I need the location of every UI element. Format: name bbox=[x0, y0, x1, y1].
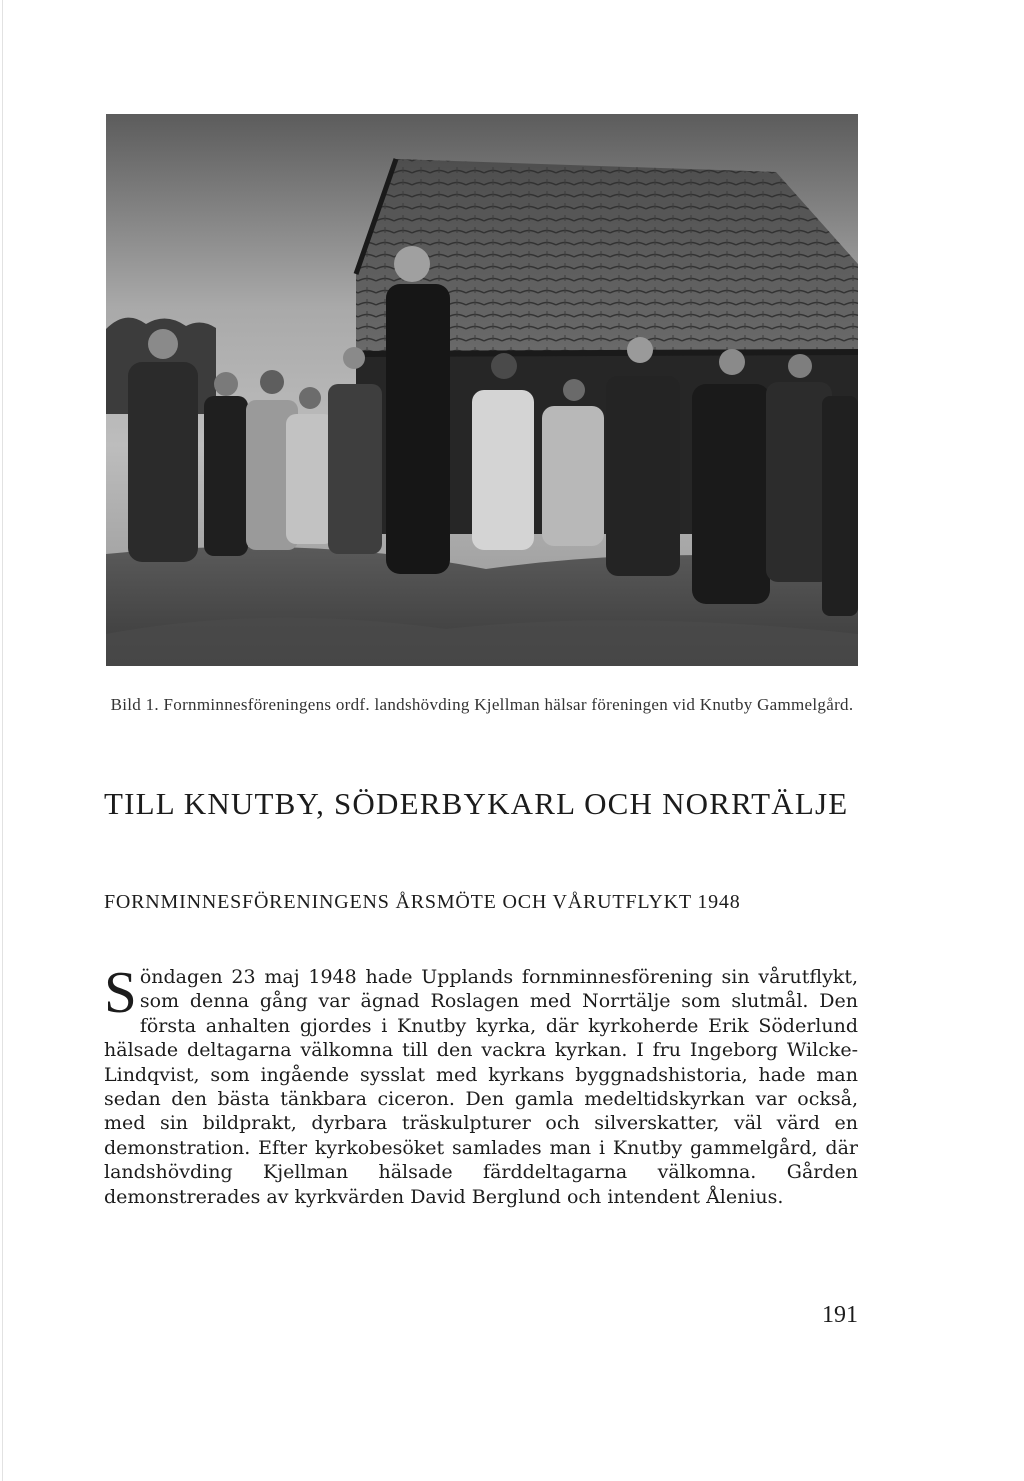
photo-caption: Bild 1. Fornminnesföreningens ordf. landshövding Kjellman hälsar föreningen vid Knutby Gammelgård. bbox=[110, 695, 854, 714]
speaker bbox=[386, 246, 450, 574]
page-edge bbox=[2, 0, 3, 1481]
photo-drawing bbox=[106, 114, 858, 666]
photograph bbox=[106, 114, 858, 666]
article-paragraph: öndagen 23 maj 1948 hade Upplands fornminnesförening sin vårutflykt, som denna gång var ägnad Roslagen med Norrtälje som slutmål. Den första anhalten gjordes i Knutby kyrka, där kyrkoherde Erik Söderlund hälsade deltagarna välkomna till den vackra kyrkan. I fru Ingeborg Wilcke-Lindqvist, som ingående sysslat med kyrkans byggnadshistoria, hade man sedan den bästa tänkbara ciceron. Den gamla medeltidskyrkan var också, med sin bildprakt, dyrbara träskulpturer och silverskatter, väl värd en demonstration. Efter kyrkobesöket samlades man i Knutby gammelgård, där landshövding Kjellman hälsade färddeltagarna välkomna. Gården demonstrerades av kyrkvärden David Berglund och intendent Ålenius. bbox=[104, 966, 858, 1208]
article-body bbox=[104, 959, 858, 1209]
page-number: 191 bbox=[822, 1302, 858, 1328]
drop-cap: S bbox=[104, 959, 137, 1025]
article-subtitle: FORNMINNESFÖRENINGENS ÅRSMÖTE OCH VÅRUTFLYKT 1948 bbox=[104, 891, 741, 913]
article-title: TILL KNUTBY, SÖDERBYKARL OCH NORRTÄLJE bbox=[104, 786, 849, 821]
